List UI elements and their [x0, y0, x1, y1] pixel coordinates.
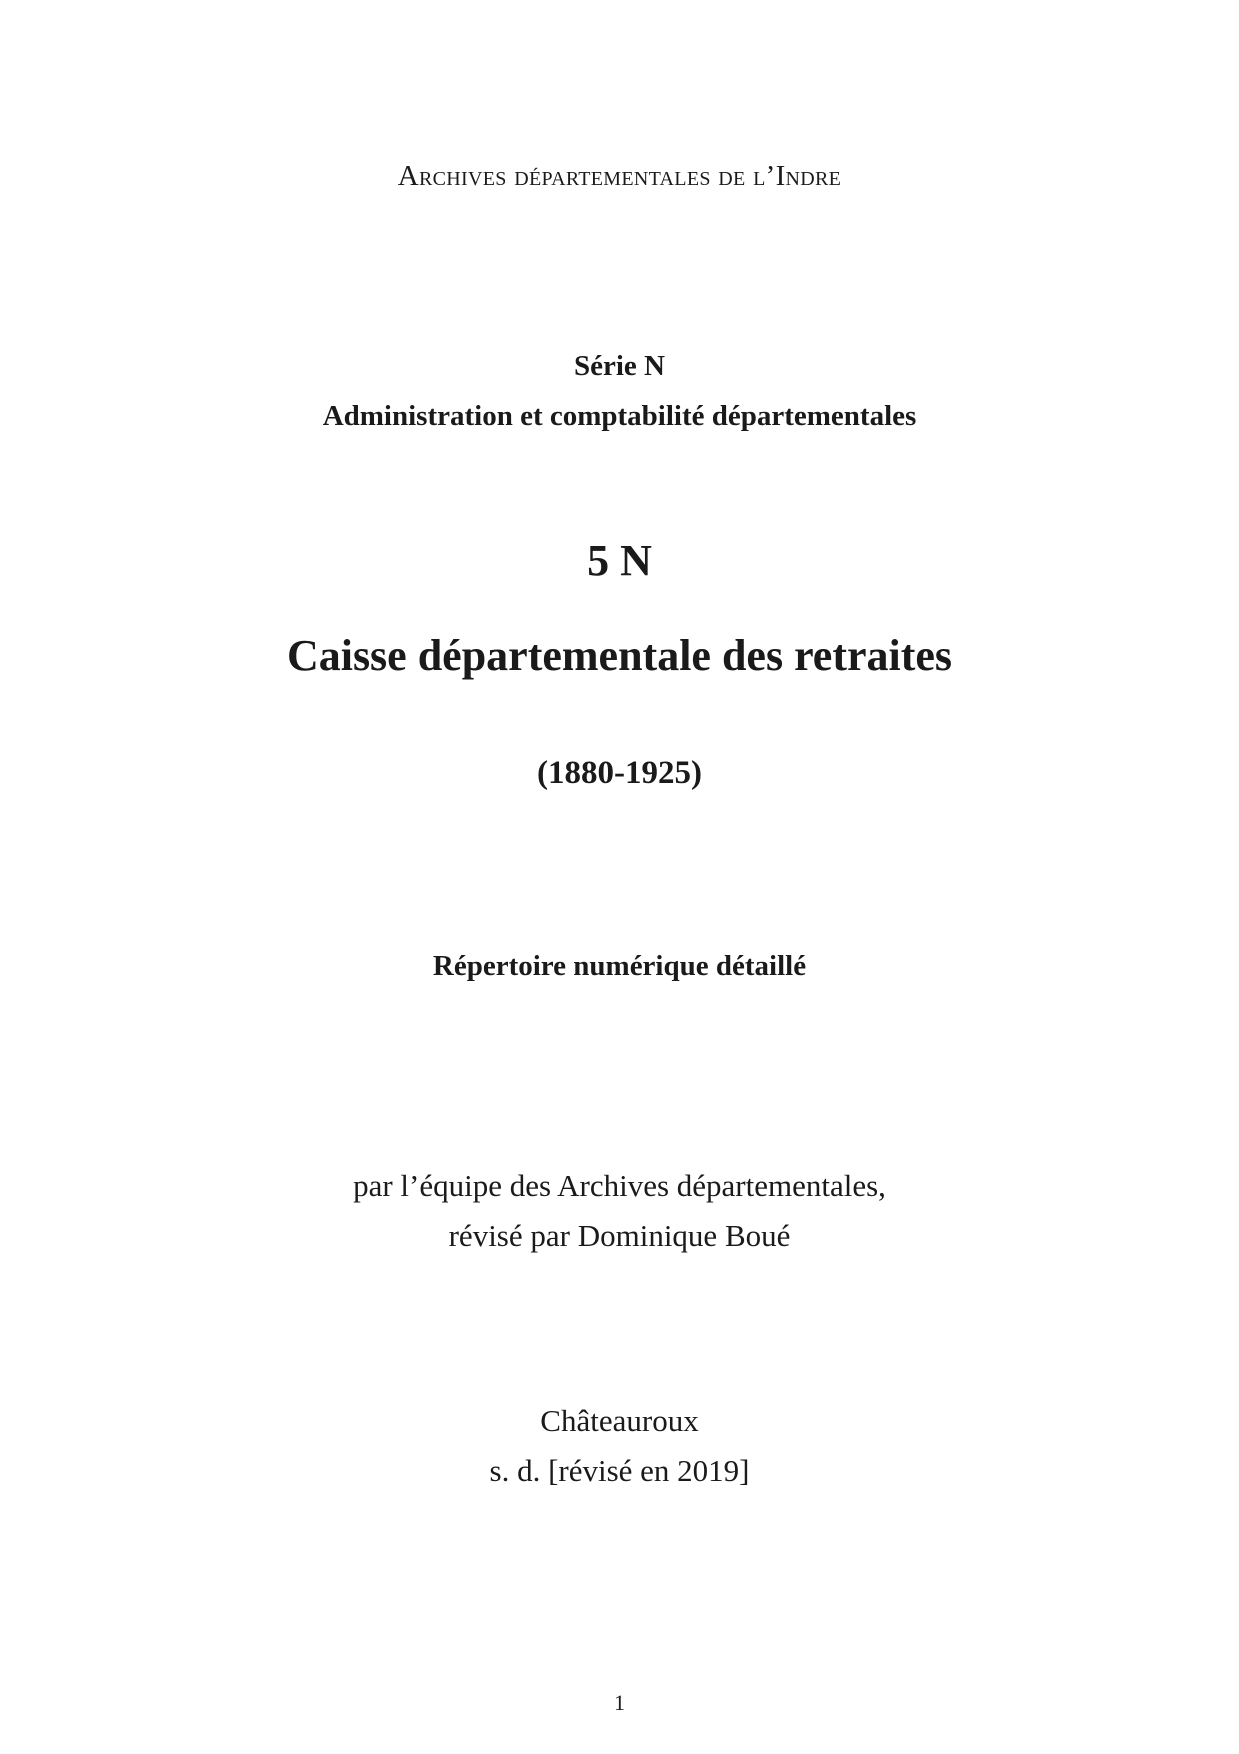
fonds-title: Caisse départementale des retraites — [286, 631, 953, 680]
series-title: Administration et comptabilité départementales — [322, 400, 917, 432]
authorship-line-2: révisé par Dominique Boué — [448, 1218, 791, 1253]
imprint-place: Châteauroux — [540, 1403, 699, 1438]
fonds-dates: (1880-1925) — [537, 755, 702, 791]
institution-header: Archives départementales de l’Indre — [397, 160, 842, 192]
series-label: Série N — [574, 350, 665, 382]
imprint-date: s. d. [révisé en 2019] — [489, 1453, 750, 1488]
page-number: 1 — [614, 1690, 625, 1715]
fonds-code: 5 N — [587, 536, 652, 585]
document-type: Répertoire numérique détaillé — [432, 950, 807, 982]
authorship-line-1: par l’équipe des Archives départementales, — [353, 1168, 886, 1203]
